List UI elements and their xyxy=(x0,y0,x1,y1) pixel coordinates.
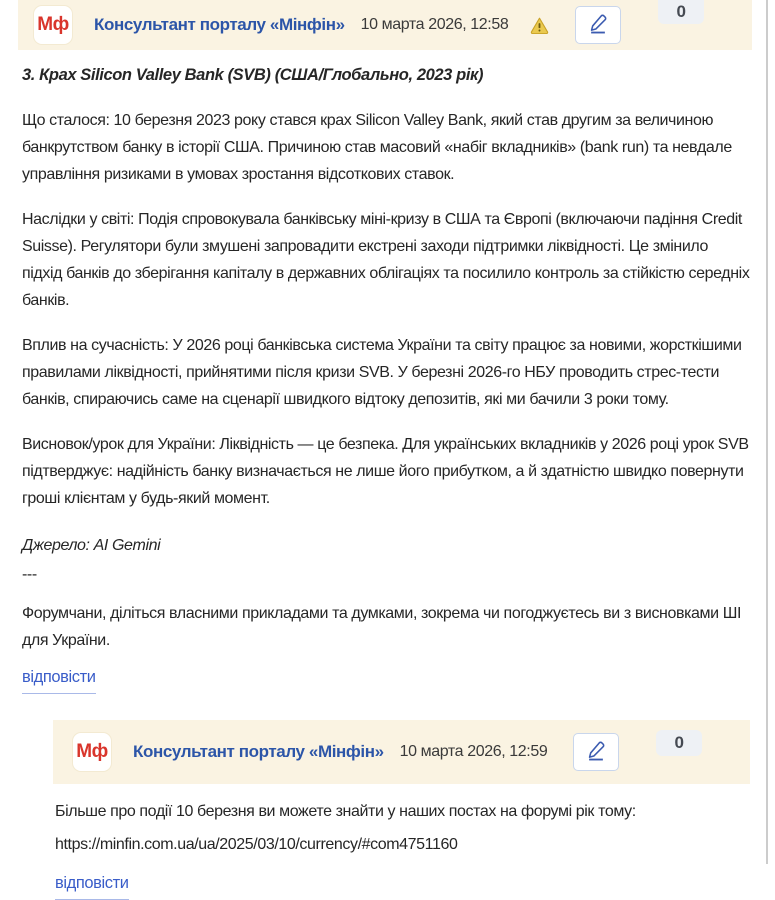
paragraph-what-happened: Що сталося: 10 березня 2023 року стався крах Silicon Valley Bank, який став другим за величиною банкрутством банку в історії США. Причиною став масовий «набіг вкладників» (bank run) та невдале управління ризиками в умовах зростання відсоткових ставок. xyxy=(22,112,732,183)
author-link[interactable]: Консультант порталу «Мінфін» xyxy=(94,15,345,34)
paragraph-conclusion: Висновок/урок для України: Ліквідність — це безпека. Для українських вкладників у 2026 році урок SVB підтверджує: надійність банку визначається не лише його прибутком, а й здатністю швидко повернути гроші клієнтам у будь-який момент. xyxy=(22,436,749,507)
vote-count-badge[interactable]: 0 xyxy=(658,0,704,24)
vote-count-badge[interactable]: 0 xyxy=(656,730,702,756)
paragraph-call-to-action: Форумчани, діліться власними прикладами та думками, зокрема чи погоджуєтесь ви з висновками ШІ для України. xyxy=(22,605,742,649)
comment-timestamp: 10 марта 2026, 12:59 xyxy=(399,743,548,760)
forum-url-text: https://minfin.com.ua/ua/2025/03/10/currency/#com4751160 xyxy=(55,836,458,853)
post-title: 3. Крах Silicon Valley Bank (SVB) (США/Глобально, 2023 рік) xyxy=(22,66,484,84)
reply-link[interactable]: відповісти xyxy=(22,664,96,694)
reply-link[interactable]: відповісти xyxy=(55,870,129,900)
edit-button[interactable] xyxy=(573,733,619,771)
reply-comment-body xyxy=(55,798,752,900)
text-divider: --- xyxy=(22,566,37,583)
edit-icon xyxy=(585,739,607,766)
avatar[interactable]: Мф xyxy=(73,733,111,771)
edit-button[interactable] xyxy=(575,6,621,44)
comment-timestamp: 10 марта 2026, 12:58 xyxy=(360,16,509,33)
page-right-divider xyxy=(766,0,768,864)
source-line: Джерело: AI Gemini xyxy=(22,537,161,554)
reply-comment-header xyxy=(53,720,750,784)
paragraph-modern-impact: Вплив на сучасність: У 2026 році банківська система України та світу працює за новими, жорсткішими правилами ліквідності, прийнятими після кризи SVB. У березні 2026-го НБУ проводить стрес-тести банків, спираючись саме на сценарії швидкого відтоку депозитів, які ми бачили 3 роки тому. xyxy=(22,337,742,408)
reply-text: Більше про події 10 березня ви можете знайти у наших постах на форумі рік тому: xyxy=(55,803,636,820)
author-link[interactable]: Консультант порталу «Мінфін» xyxy=(133,742,384,761)
avatar[interactable]: Мф xyxy=(34,6,72,44)
warning-icon[interactable] xyxy=(530,17,549,34)
paragraph-world-consequences: Наслідки у світі: Подія спровокувала банківську міні-кризу в США та Європі (включаючи падіння Credit Suisse). Регулятори були змушені запровадити екстрені заходи підтримки ліквідності. Це змінило підхід банків до зберігання капіталу в державних облігаціях та посилило контроль за стійкістю середніх банків. xyxy=(22,211,750,309)
comment-body xyxy=(22,62,752,694)
edit-icon xyxy=(587,12,609,39)
comment-header xyxy=(18,0,752,50)
